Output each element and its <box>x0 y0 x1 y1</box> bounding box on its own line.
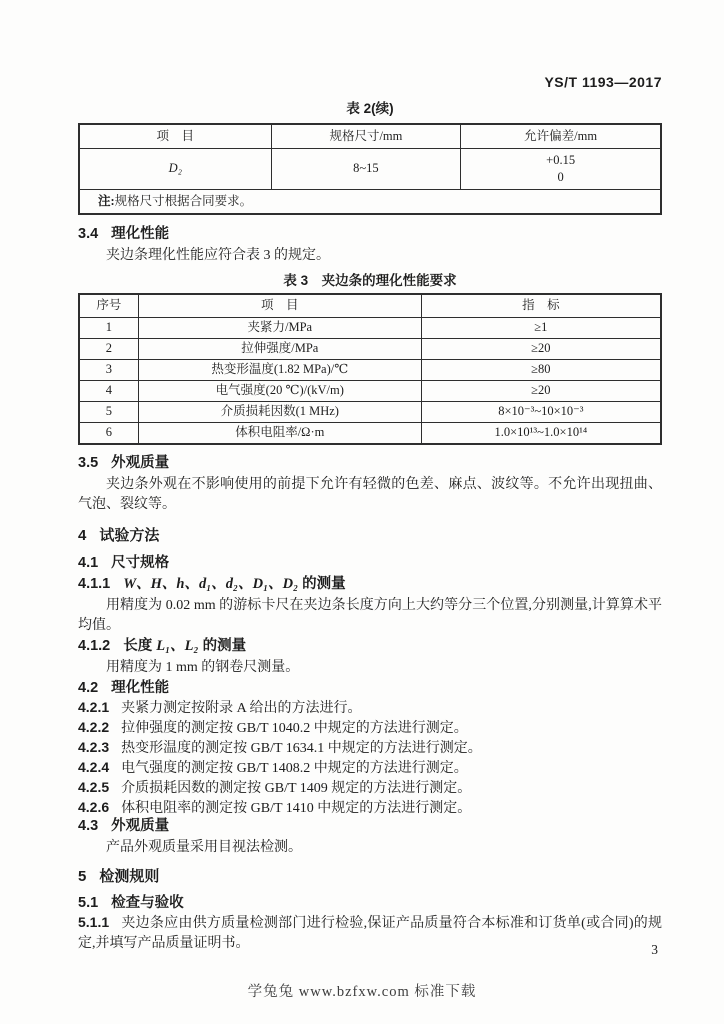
clause-number: 5.1.1 <box>78 914 110 930</box>
section-title: 外观质量 <box>111 455 170 471</box>
dimension-symbol: D₂ <box>168 161 182 176</box>
table2-col-tolerance: 允许偏差/mm <box>461 124 661 149</box>
section-title: 试验方法 <box>99 527 160 544</box>
section-4-heading <box>78 527 662 545</box>
section-number: 3.5 <box>78 455 99 471</box>
table2-caption: 表 2(续) <box>346 101 394 116</box>
table2-cell-tolerance <box>461 149 661 190</box>
section-4-1-heading <box>78 555 662 572</box>
row-value: 8×10⁻³~10×10⁻³ <box>421 402 661 423</box>
row-item: 电气强度(20 ℃)/(kV/m) <box>138 381 421 402</box>
row-item: 介质损耗因数(1 MHz) <box>138 402 421 423</box>
table2-continued <box>78 123 662 215</box>
section-title: 理化性能 <box>111 226 170 242</box>
clause-number: 4.2.2 <box>78 719 110 735</box>
section-number: 4.1 <box>78 555 99 571</box>
clause-text: 体积电阻率的测定按 GB/T 1410 中规定的方法进行测定。 <box>121 801 472 816</box>
row-no: 3 <box>79 360 138 381</box>
clause-4-2-5 <box>78 777 662 797</box>
clause-text: 电气强度的测定按 GB/T 1408.2 中规定的方法进行测定。 <box>121 761 468 776</box>
section-5-1-heading <box>78 895 662 912</box>
section-number: 4.3 <box>78 818 99 834</box>
table3-col-item: 项 目 <box>138 294 421 318</box>
tolerance-lower: 0 <box>557 170 564 184</box>
section-5-heading <box>78 868 662 886</box>
clause-4-2-4 <box>78 757 662 777</box>
row-value: 1.0×10¹³~1.0×10¹⁴ <box>421 423 661 445</box>
section-number: 4.2 <box>78 680 99 696</box>
watermark: 学兔兔 www.bzfxw.com 标准下载 <box>247 984 477 1000</box>
section-number: 4.1.1 <box>78 576 111 592</box>
tolerance-upper: +0.15 <box>546 153 576 167</box>
table2-col-item: 项 目 <box>79 124 271 149</box>
row-value: ≥20 <box>421 381 661 402</box>
table2-data-row <box>79 149 661 190</box>
table3-row-2 <box>79 339 661 360</box>
table2-col-size: 规格尺寸/mm <box>271 124 461 149</box>
clause-5-1-1 <box>78 912 662 954</box>
row-value: ≥80 <box>421 360 661 381</box>
section-4-3-heading <box>78 818 662 835</box>
section-number: 3.4 <box>78 226 99 242</box>
section-number: 5 <box>78 868 87 885</box>
table2-cell-item <box>79 149 271 190</box>
row-item: 热变形温度(1.82 MPa)/℃ <box>138 360 421 381</box>
table2-note-cell <box>79 190 661 215</box>
dimension-symbols: W、H、h、d₁、d₂、D₁、D₂ <box>123 576 299 592</box>
table3-row-6 <box>79 423 661 445</box>
row-no: 4 <box>79 381 138 402</box>
section-3-5-heading <box>78 455 662 472</box>
page-number: 3 <box>651 942 658 957</box>
row-item: 体积电阻率/Ω·m <box>138 423 421 445</box>
clause-text: 夹边条应由供方质量检测部门进行检验,保证产品质量符合本标准和订货单(或合同)的规定,并填写产品质量证明书。 <box>78 916 662 951</box>
note-label: 注: <box>98 193 115 208</box>
row-no: 5 <box>79 402 138 423</box>
row-item: 拉伸强度/MPa <box>138 339 421 360</box>
row-value: ≥20 <box>421 339 661 360</box>
clause-text: 夹紧力测定按附录 A 给出的方法进行。 <box>121 701 362 716</box>
section-4-3-body: 产品外观质量采用目视法检测。 <box>106 840 302 855</box>
clause-4-2-1 <box>78 697 662 717</box>
section-3-5-body: 夹边条外观在不影响使用的前提下允许有轻微的色差、麻点、波纹等。不允许出现扭曲、气泡、裂纹等。 <box>78 477 662 512</box>
table3-col-no: 序号 <box>79 294 138 318</box>
clause-number: 4.2.5 <box>78 779 110 795</box>
row-no: 6 <box>79 423 138 445</box>
table3-row-3 <box>79 360 661 381</box>
row-item: 夹紧力/MPa <box>138 318 421 339</box>
table3-col-index: 指 标 <box>421 294 661 318</box>
section-4-2-heading <box>78 680 662 697</box>
clause-4-2-3 <box>78 737 662 757</box>
section-3-4-heading <box>78 226 662 243</box>
clause-number: 4.2.3 <box>78 739 110 755</box>
table2-note-row <box>79 190 661 215</box>
clause-number: 4.2.6 <box>78 799 110 815</box>
clause-text: 拉伸强度的测定按 GB/T 1040.2 中规定的方法进行测定。 <box>121 721 468 736</box>
section-4-1-1-body: 用精度为 0.02 mm 的游标卡尺在夹边条长度方向上大约等分三个位置,分别测量,计算算术平均值。 <box>78 598 662 633</box>
table3-performance <box>78 293 662 445</box>
dimension-symbols: L₁、L₂ <box>156 638 199 654</box>
clause-number: 4.2.1 <box>78 699 110 715</box>
row-no: 1 <box>79 318 138 339</box>
section-title: 检查与验收 <box>111 895 184 911</box>
table3-row-1 <box>79 318 661 339</box>
section-number: 4.1.2 <box>78 638 111 654</box>
standard-code: YS/T 1193—2017 <box>544 74 662 90</box>
section-title: 的测量 <box>302 576 346 592</box>
table3-header-row <box>79 294 661 318</box>
table2-cell-size: 8~15 <box>271 149 461 190</box>
clause-text: 热变形温度的测定按 GB/T 1634.1 中规定的方法进行测定。 <box>121 741 482 756</box>
section-4-1-1-heading <box>78 576 662 593</box>
section-4-1-2-heading <box>78 638 662 655</box>
note-text: 规格尺寸根据合同要求。 <box>114 193 253 208</box>
section-title: 的测量 <box>202 638 247 654</box>
section-3-4-body: 夹边条理化性能应符合表 3 的规定。 <box>106 248 330 263</box>
section-number: 5.1 <box>78 895 99 911</box>
section-title: 尺寸规格 <box>111 555 170 571</box>
clause-text: 介质损耗因数的测定按 GB/T 1409 规定的方法进行测定。 <box>121 781 472 796</box>
section-4-1-2-body: 用精度为 1 mm 的钢卷尺测量。 <box>106 660 300 675</box>
row-no: 2 <box>79 339 138 360</box>
section-title-pre: 长度 <box>123 638 153 654</box>
row-value: ≥1 <box>421 318 661 339</box>
section-title: 检测规则 <box>99 868 160 885</box>
section-number: 4 <box>78 527 87 544</box>
clause-4-2-2 <box>78 717 662 737</box>
section-title: 理化性能 <box>111 680 170 696</box>
table2-header-row <box>79 124 661 149</box>
section-title: 外观质量 <box>111 818 170 834</box>
table3-row-4 <box>79 381 661 402</box>
clause-4-2-6 <box>78 797 662 817</box>
clause-number: 4.2.4 <box>78 759 110 775</box>
table3-caption: 表 3 夹边条的理化性能要求 <box>283 273 457 288</box>
table3-row-5 <box>79 402 661 423</box>
